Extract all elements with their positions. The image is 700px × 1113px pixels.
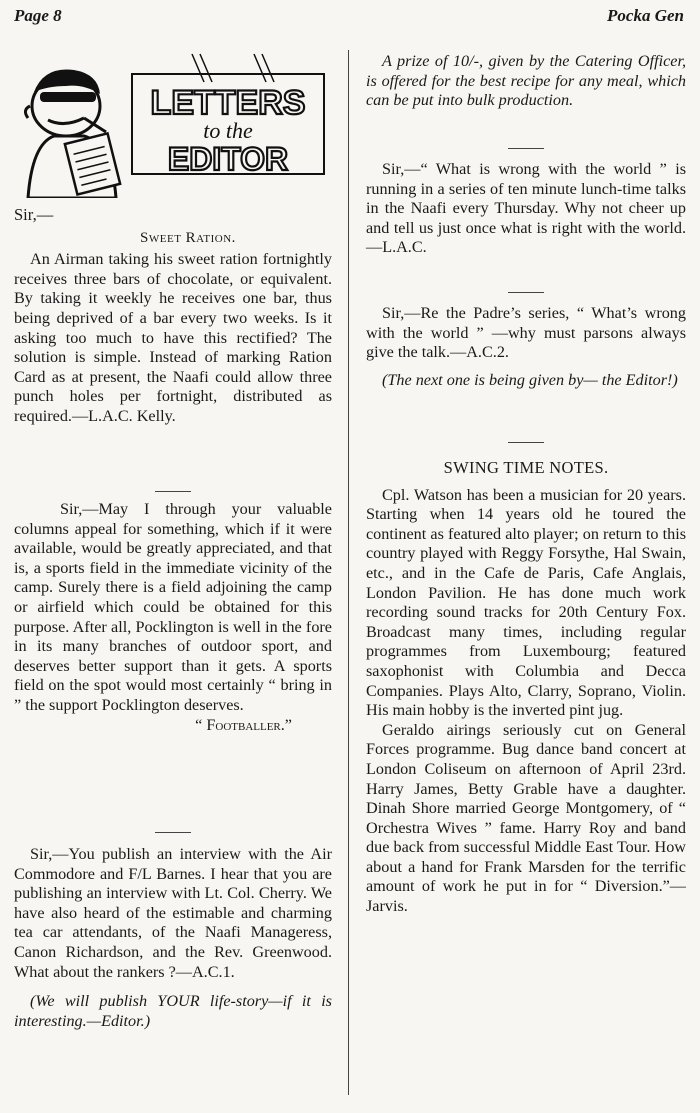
prize-text: A prize of 10/-, given by the Catering Officer, is offered for the best recipe for any meal, which can be put into bulk production. [366,52,686,110]
masthead-letters: LETTERS [150,84,306,122]
letter-whats-wrong [366,160,686,258]
page-number: Page 8 [14,6,62,25]
letter-sports-field [14,500,332,735]
rule-2 [14,832,332,833]
letter-interviews [14,845,332,1031]
letter-body: Sir,—May I through your valuable columns appeal for something, which if it were available, would be greatly appreciated, and that is, a sports field in the immediate vicinity of the camp. Surely there is a field adjoining the camp or airfield which could be obtained for this purpose. After all, Pocklington is well in the fore in its many branches of outdoor sport, and deserves better support than it gets. A sports field on the spot would most certainly “ bring in ” the support Pocklington deserves. [14,500,332,714]
rule-5 [366,442,686,443]
editor-note: (The next one is being given by— the Editor!) [382,370,678,389]
masthead-editor: EDITOR [167,141,289,177]
rule-4 [366,292,686,293]
letter-body: Sir,—You publish an interview with the Air Commodore and F/L Barnes. I hear that you are publishing an interview with Lt. Col. Cherry. We have also heard of the estimable and charming tea car attendants, of the Naafi Manageress, Canon Richardson, and the Rev. Greenwood. What about the rankers ?—A.C.1. [14,845,332,981]
letter-signature: “ Footballer.” [195,715,292,734]
rule-3 [366,148,686,149]
publication-title: Pocka Gen [607,6,684,25]
masthead-to-the: to the [203,118,253,143]
swing-time-notes [366,458,686,917]
letter-sweet-ration [14,205,332,427]
swing-paragraph: Cpl. Watson has been a musician for 20 years. Starting when 14 years old he toured the continent as featured alto player; on return to this country played with Reggy Forsythe, Hal Swain, etc., and in the Cafe de Paris, Cafe Anglais, London Pavilion. He has done much work recording sound tracks for 20th Century Fox. Broadcast many times, including regular programmes from Luxembourg; featured saxophonist with Columbia and Decca Companies. Plays Alto, Clarry, Soprano, Violin. His main hobby is the inverted pint jug. [366,485,686,720]
column-divider [348,50,349,1095]
cartoon-reader-illustration [14,48,332,198]
swing-paragraph: Geraldo airings seriously cut on General Forces programme. Bug dance band concert at London Coliseum on afternoon of April 23rd. Harry James, Betty Grable have a daughter. Dinah Shore married George Montgomery, of “ Orchestra Wives ” fame. Harry Roy and band due back from successful Middle East Tour. How about a hand for Frank Marsden for the terrific amount of work he put in for “ Diversion.”—Jarvis. [366,720,686,916]
letter-padre [366,304,686,390]
letter-salutation: Sir,— [14,205,54,224]
letters-masthead [14,48,332,198]
letter-body: Sir,—Re the Padre’s series, “ What’s wrong with the world ” —why must parsons always give the talk.—A.C.2. [366,304,686,362]
letter-heading: Sweet Ration. [140,229,236,246]
letter-body: Sir,—“ What is wrong with the world ” is running in a series of ten minute lunch-time talks in the Naafi every Thursday. Why not cheer up and tell us just once what is right with the world.—L.A.C. [366,160,686,257]
section-heading: SWING TIME NOTES. [443,458,609,477]
letter-body: An Airman taking his sweet ration fortnightly receives three bars of chocolate, or equivalent. By taking it weekly he receives one bar, thus being deprived of a bar every two weeks. Is it asking too much to have this rectified? The solution is simple. Instead of marking Ration Card as at present, the Naafi could allow three punch holes per fortnight, distributed as required.—L.A.C. Kelly. [14,250,332,425]
prize-notice [366,52,686,111]
rule-1 [14,491,332,492]
editor-reply: (We will publish YOUR life-story—if it is interesting.—Editor.) [14,992,332,1030]
